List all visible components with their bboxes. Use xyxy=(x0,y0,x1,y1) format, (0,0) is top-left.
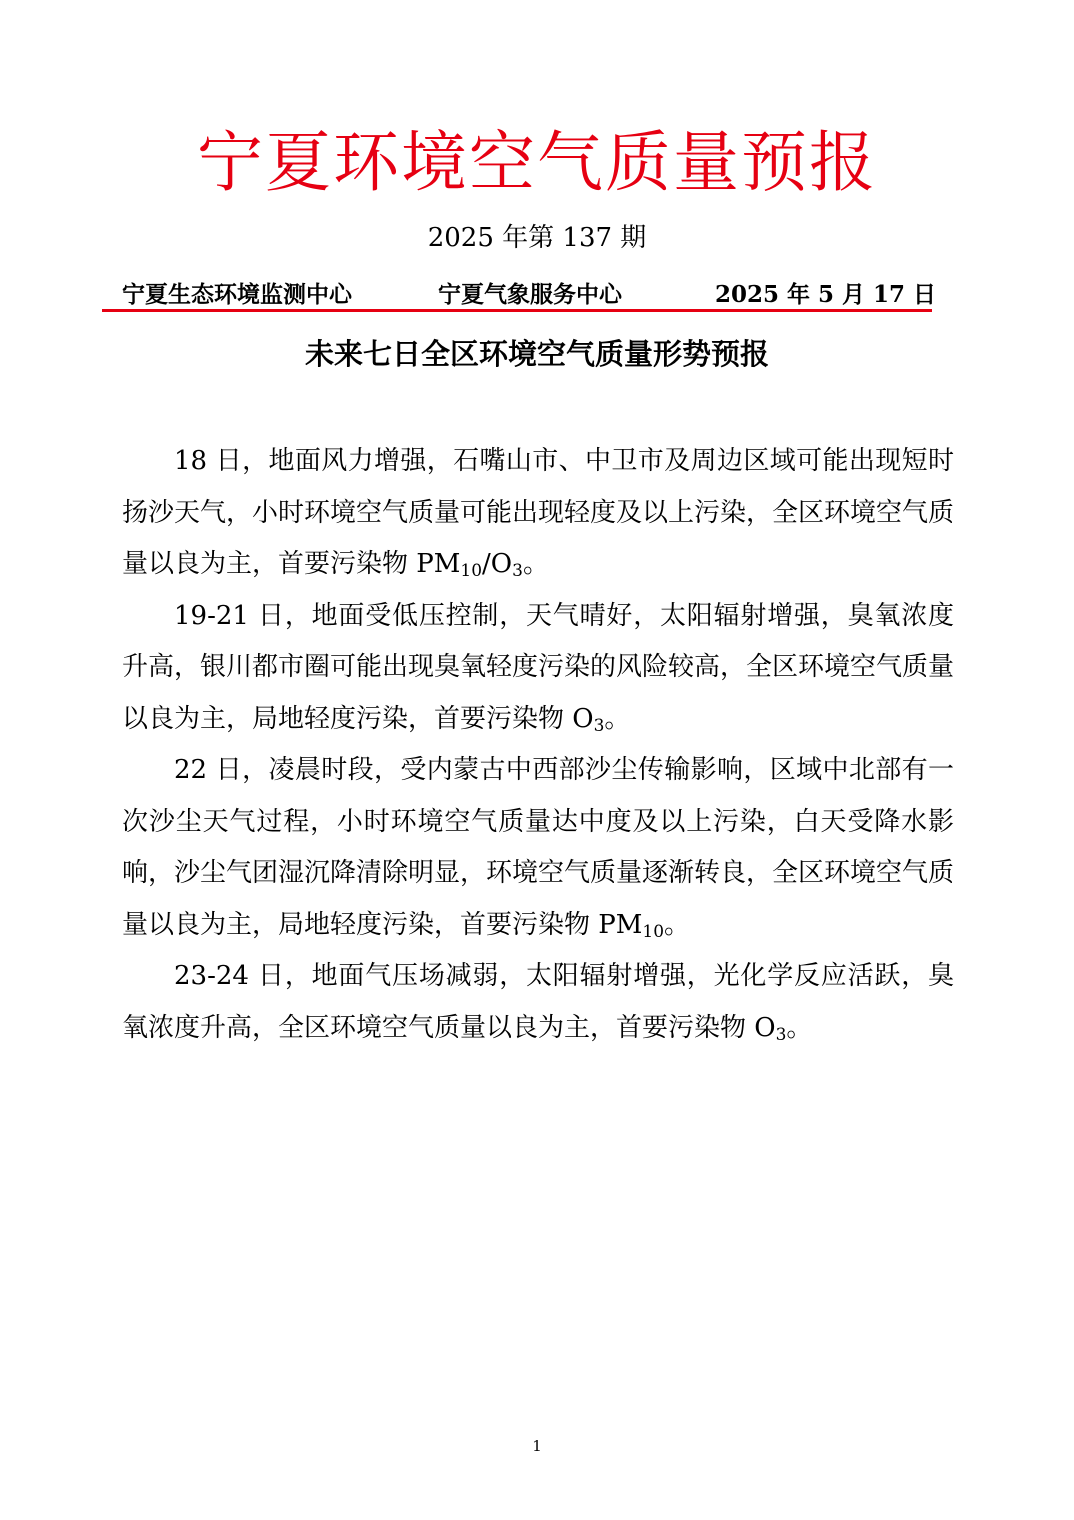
issuer-monitoring-center: 宁夏生态环境监测中心 xyxy=(122,281,352,308)
issuer-line xyxy=(122,278,936,312)
forecast-paragraph-day-18: 18 日，地面风力增强，石嘴山市、中卫市及周边区域可能出现短时扬沙天气，小时环境空气质量可能出现轻度及以上污染，全区环境空气质量以良为主，首要污染物 $PM_{10}/O_3$。 xyxy=(122,446,955,581)
forecast-body xyxy=(122,436,954,1054)
forecast-paragraph-days-23-24: 23-24 日，地面气压场减弱，太阳辐射增强，光化学反应活跃，臭氧浓度升高，全区环境空气质量以良为主，首要污染物 $O_3$。 xyxy=(122,961,954,1045)
forecast-paragraph-days-19-21: 19-21 日，地面受低压控制，天气晴好，太阳辐射增强，臭氧浓度升高，银川都市圈可能出现臭氧轻度污染的风险较高，全区环境空气质量以良为主，局地轻度污染，首要污染物 $O_3$。 xyxy=(122,600,955,736)
red-divider-rule xyxy=(102,309,932,312)
issuer-meteorological-center: 宁夏气象服务中心 xyxy=(438,281,622,308)
issue-number: 2025 年第 137 期 xyxy=(427,223,647,253)
issue-date: 2025 年 5 月 17 日 xyxy=(714,281,936,308)
forecast-paragraph-day-22: 22 日，凌晨时段，受内蒙古中西部沙尘传输影响，区域中北部有一次沙尘天气过程，小时环境空气质量达中度及以上污染，白天受降水影响，沙尘气团湿沉降清除明显，环境空气质量逐渐转良，全区环境空气质量以良为主，局地轻度污染，首要污染物 $PM_{10}$。 xyxy=(122,755,955,942)
forecast-headline: 未来七日全区环境空气质量形势预报 xyxy=(304,337,769,371)
page-number: 1 xyxy=(532,1437,542,1455)
masthead-title: 宁夏环境空气质量预报 xyxy=(197,124,877,201)
